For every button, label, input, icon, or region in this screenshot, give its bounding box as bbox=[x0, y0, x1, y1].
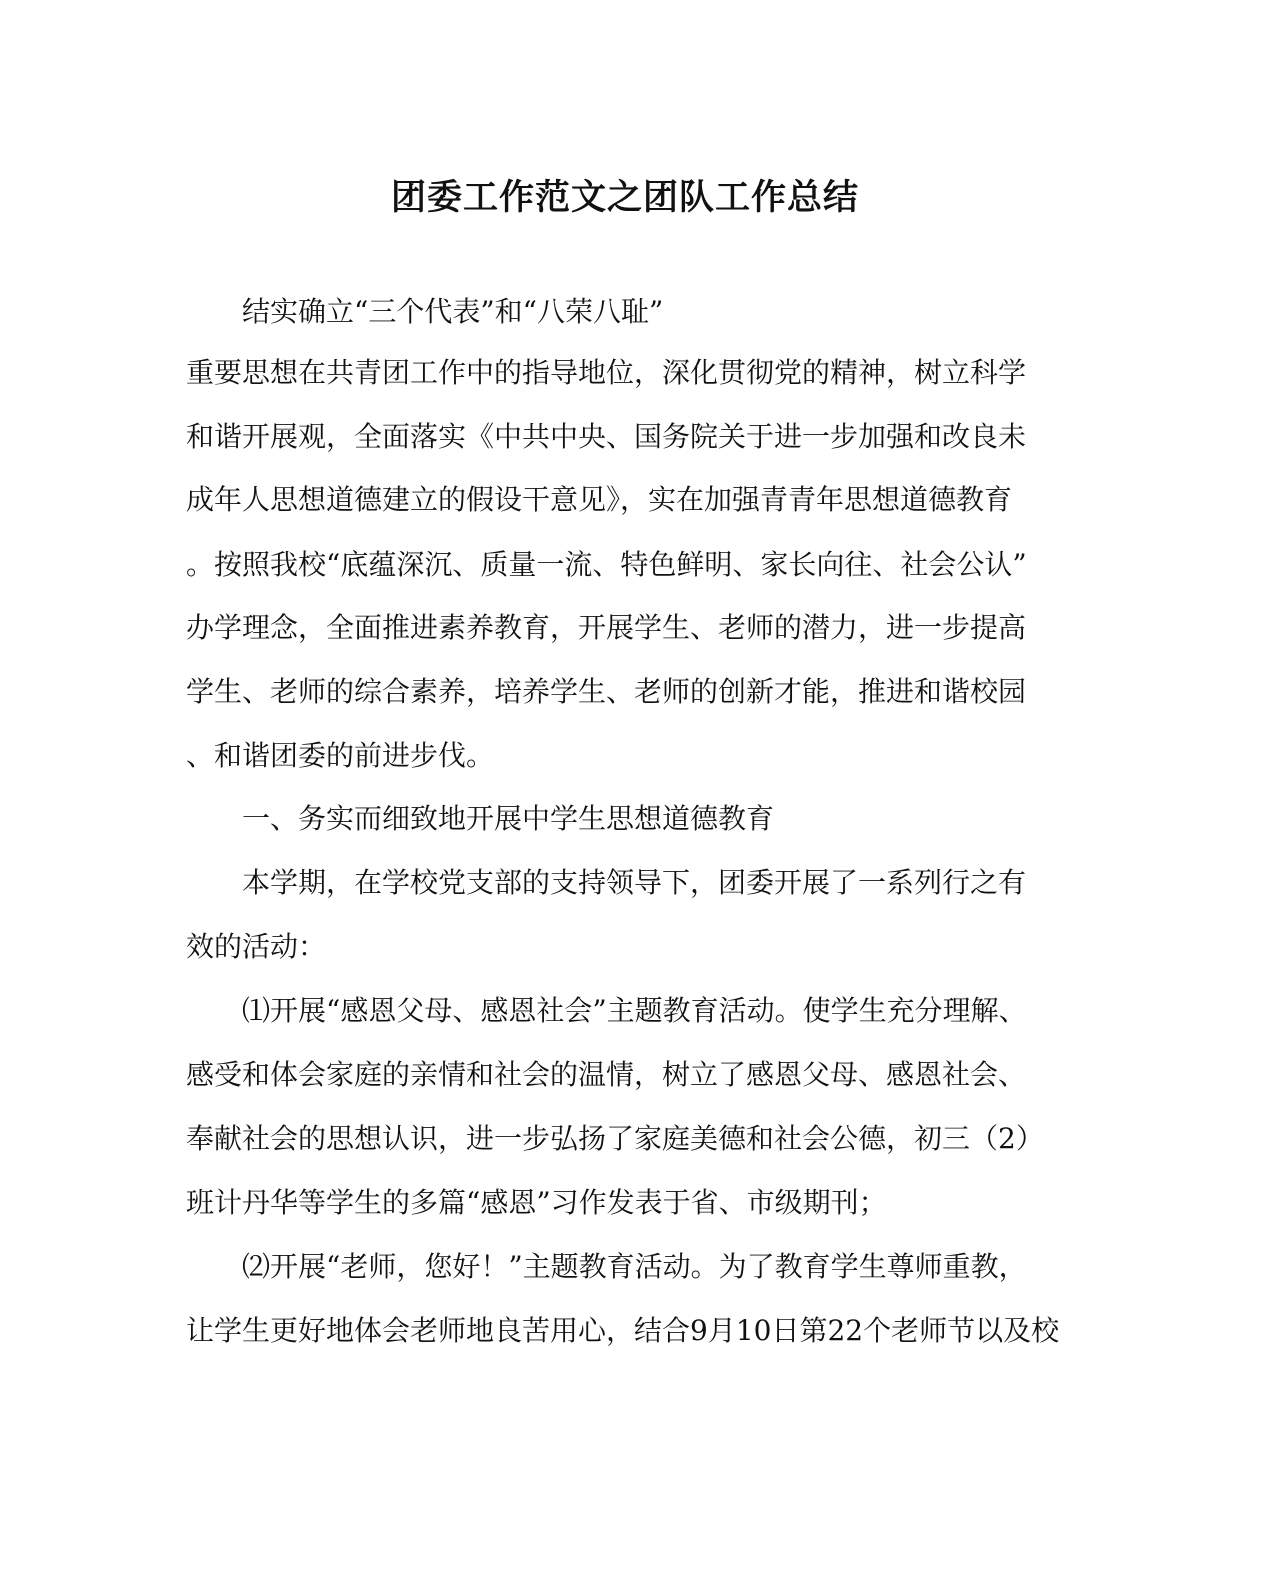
body-line: 。按照我校“底蕴深沉、质量一流、特色鲜明、家长向往、社会公认” bbox=[186, 548, 1027, 581]
body-line: 感受和体会家庭的亲情和社会的温情，树立了感恩父母、感恩社会、 bbox=[186, 1058, 1027, 1091]
body-line: ⑴开展“感恩父母、感恩社会”主题教育活动。使学生充分理解、 bbox=[242, 994, 1027, 1027]
body-line: 重要思想在共青团工作中的指导地位，深化贯彻党的精神，树立科学 bbox=[186, 356, 1027, 389]
body-line: 让学生更好地体会老师地良苦用心，结合9月10日第22个老师节以及校 bbox=[186, 1314, 1060, 1347]
body-line: 结实确立“三个代表”和“八荣八耻” bbox=[242, 295, 664, 328]
body-line: ⑵开展“老师，您好！”主题教育活动。为了教育学生尊师重教， bbox=[242, 1250, 1027, 1283]
body-line: 成年人思想道德建立的假设干意见》，实在加强青青年思想道德教育 bbox=[186, 483, 1013, 516]
document-title: 团委工作范文之团队工作总结 bbox=[390, 177, 859, 218]
body-line: 学生、老师的综合素养，培养学生、老师的创新才能，推进和谐校园 bbox=[186, 675, 1027, 708]
body-line: 和谐开展观，全面落实《中共中央、国务院关于进一步加强和改良未 bbox=[186, 420, 1027, 453]
body-line: 效的活动： bbox=[186, 930, 327, 963]
body-line: 本学期，在学校党支部的支持领导下，团委开展了一系列行之有 bbox=[242, 866, 1027, 899]
body-line: 办学理念，全面推进素养教育，开展学生、老师的潜力，进一步提高 bbox=[186, 611, 1027, 644]
body-line: 奉献社会的思想认识，进一步弘扬了家庭美德和社会公德，初三（2） bbox=[186, 1122, 1044, 1155]
body-line: 班计丹华等学生的多篇“感恩”习作发表于省、市级期刊； bbox=[186, 1186, 887, 1219]
body-line: 、和谐团委的前进步伐。 bbox=[186, 739, 495, 772]
section-heading: 一、务实而细致地开展中学生思想道德教育 bbox=[242, 802, 775, 835]
